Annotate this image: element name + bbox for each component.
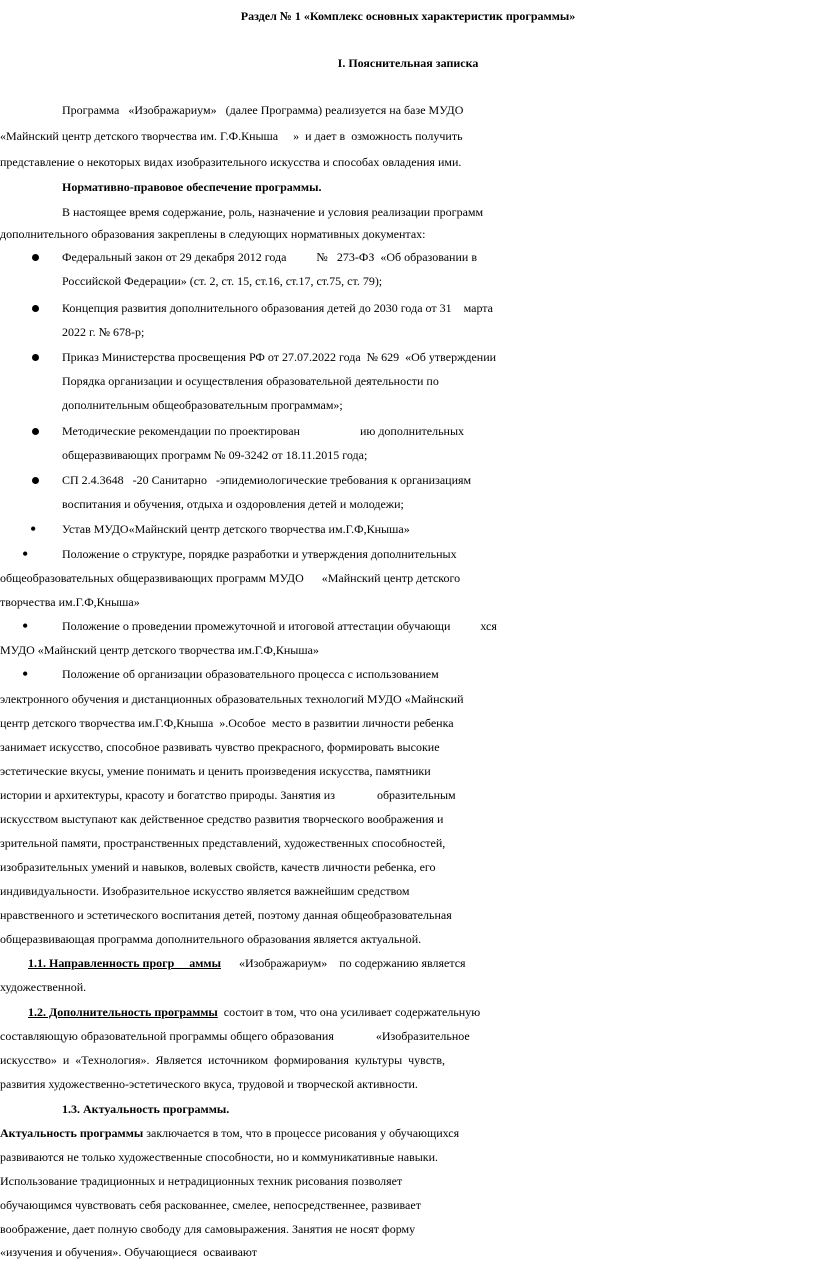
body-line-7: зрительной памяти, пространственных представлений, художественных способностей, (0, 836, 446, 850)
bullet-icon: • (22, 616, 29, 636)
doc-item-2-line-1: Концепция развития дополнительного образования детей до 2030 года от 31 марта (62, 301, 493, 315)
section-1-2-line-2: составляющую образовательной программы общего образования «Изобразительное (0, 1029, 470, 1043)
body-line-6: искусством выступают как действенное средство развития творческого воображения и (0, 812, 444, 826)
section-1-3-line-3: Использование традиционных и нетрадиционных техник рисования позволяет (0, 1174, 403, 1188)
section-1-1-text: «Изображариум» по содержанию является (220, 956, 466, 970)
doc-item-2-line-2: 2022 г. № 678-р; (62, 325, 145, 339)
doc-item-1-line-1: Федеральный закон от 29 декабря 2012 года № 273-ФЗ «Об образовании в (62, 250, 477, 264)
normative-intro-line-2: дополнительного образования закреплены в следующих нормативных документах: (0, 227, 426, 241)
section-1-3-line-4: обучающимся чувствовать себя раскованнее, смелее, непосредственнее, развивает (0, 1198, 421, 1212)
body-line-11: общеразвивающая программа дополнительного образования является актуальной. (0, 932, 422, 946)
section-1-2-line-1 (28, 1000, 816, 1024)
bullet-icon: • (22, 544, 29, 564)
doc-item-4-line-1: Методические рекомендации по проектирован ию дополнительных (62, 424, 465, 438)
doc-item-4-line-2: общеразвивающих программ № 09-3242 от 18.11.2015 года; (62, 448, 368, 462)
regulation-item-2-line-2: общеобразовательных общеразвивающих программ МУДО «Майнский центр детского (0, 571, 461, 585)
section-1-3-title: 1.3. Актуальность программы. (62, 1102, 230, 1116)
section-1-3-label: Актуальность программы (0, 1126, 144, 1140)
bullet-icon (32, 477, 39, 484)
section-1-3-line-5: воображение, дает полную свободу для самовыражения. Занятия не носят форму (0, 1222, 416, 1236)
regulation-item-2-line-3: творчества им.Г.Ф,Кныша» (0, 595, 140, 609)
normative-intro-line-1: В настоящее время содержание, роль, назначение и условия реализации программ (62, 205, 484, 219)
intro-line-3: представление о некоторых видах изобразительного искусства и способах овладения ими. (0, 155, 462, 169)
bullet-icon: • (22, 664, 29, 684)
section-1-1-label: 1.1. Направленность прогр аммы (28, 956, 221, 970)
body-line-10: нравственного и эстетического воспитания детей, поэтому данная общеобразовательная (0, 908, 452, 922)
doc-item-1-line-2: Российской Федерации» (ст. 2, ст. 15, ст.16, ст.17, ст.75, ст. 79); (62, 274, 383, 288)
section-1-3-line-6: «изучения и обучения». Обучающиеся осваивают (0, 1245, 257, 1259)
section-1-1-line-2: художественной. (0, 980, 87, 994)
bullet-icon (32, 354, 39, 361)
section-1-2-text: состоит в том, что она усиливает содержательную (217, 1005, 481, 1019)
doc-item-5-line-1: СП 2.4.3648 -20 Санитарно -эпидемиологические требования к организациям (62, 473, 472, 487)
doc-item-3-line-3: дополнительным общеобразовательным программам»; (62, 398, 343, 412)
body-line-3: занимает искусство, способное развивать чувство прекрасного, формировать высокие (0, 740, 440, 754)
section-1-1-line-1 (28, 951, 816, 975)
intro-line-2: «Майнский центр детского творчества им. Г.Ф.Кныша » и дает в озможность получить (0, 129, 463, 143)
section-1-3-line-1 (0, 1121, 816, 1145)
body-line-8: изобразительных умений и навыков, волевых свойств, качеств личности ребенка, его (0, 860, 436, 874)
intro-line-1: Программа «Изображариум» (далее Программа) реализуется на базе МУДО (62, 103, 464, 117)
bullet-icon: • (30, 519, 37, 539)
section-1-2-label: 1.2. Дополнительность программы (28, 1005, 218, 1019)
body-line-5: истории и архитектуры, красоту и богатство природы. Занятия из образительным (0, 788, 456, 802)
bullet-icon (32, 428, 39, 435)
bullet-icon (32, 305, 39, 312)
regulation-item-1: Устав МУДО«Майнский центр детского творчества им.Г.Ф,Кныша» (62, 522, 410, 536)
body-line-9: индивидуальности. Изобразительное искусство является важнейшим средством (0, 884, 410, 898)
bullet-icon (32, 254, 39, 261)
body-line-2: центр детского творчества им.Г.Ф,Кныша ».Особое место в развитии личности ребенка (0, 716, 454, 730)
section-heading: Раздел № 1 «Комплекс основных характеристик программы» (240, 9, 576, 23)
body-line-4: эстетические вкусы, умение понимать и ценить произведения искусства, памятники (0, 764, 431, 778)
section-1-2-line-3: искусство» и «Технология». Является источником формирования культуры чувств, (0, 1053, 445, 1067)
regulation-item-4-line-1: Положение об организации образовательного процесса с использованием (62, 667, 439, 681)
section-1-3-line-2: развиваются не только художественные способности, но и коммуникативные навыки. (0, 1150, 439, 1164)
doc-item-5-line-2: воспитания и обучения, отдыха и оздоровления детей и молодежи; (62, 497, 404, 511)
explanatory-note-heading: I. Пояснительная записка (337, 56, 479, 70)
normative-title: Нормативно-правовое обеспечение программы. (62, 180, 322, 194)
doc-item-3-line-2: Порядка организации и осуществления образовательной деятельности по (62, 374, 439, 388)
regulation-item-3-line-1: Положение о проведении промежуточной и итоговой аттестации обучающи хся (62, 619, 497, 633)
regulation-item-3-line-2: МУДО «Майнский центр детского творчества им.Г.Ф,Кныша» (0, 643, 319, 657)
body-line-1: электронного обучения и дистанционных образовательных технологий МУДО «Майнский (0, 692, 464, 706)
regulation-item-2-line-1: Положение о структуре, порядке разработки и утверждения дополнительных (62, 547, 457, 561)
section-1-3-text: заключается в том, что в процессе рисования у обучающихся (143, 1126, 460, 1140)
doc-item-3-line-1: Приказ Министерства просвещения РФ от 27.07.2022 года № 629 «Об утверждении (62, 350, 497, 364)
section-1-2-line-4: развития художественно-эстетического вкуса, трудовой и творческой активности. (0, 1077, 418, 1091)
